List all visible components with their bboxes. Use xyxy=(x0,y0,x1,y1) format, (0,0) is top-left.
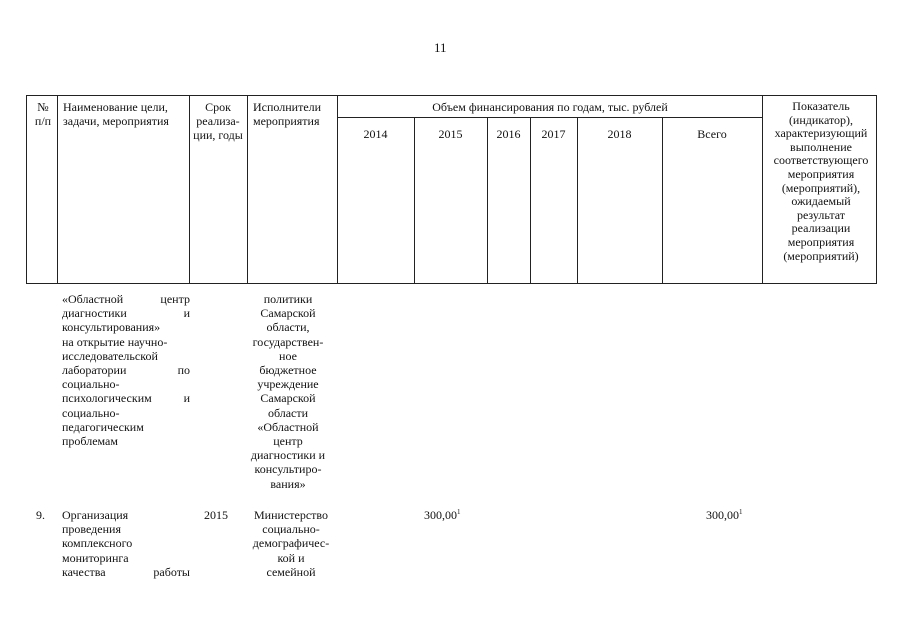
line: учреждение xyxy=(257,377,319,392)
header-year-2014: 2014 xyxy=(363,127,388,141)
footnote-mark: 1 xyxy=(457,508,461,516)
line: Самарской xyxy=(260,391,316,406)
line: качества работы xyxy=(62,564,190,579)
line: семейной xyxy=(266,564,316,579)
line: на открытие научно- xyxy=(62,334,168,349)
row9-num: 9. xyxy=(36,508,45,522)
line: исследовательской xyxy=(62,348,158,363)
line: бюджетное xyxy=(259,363,317,378)
row9-term: 2015 xyxy=(204,508,228,522)
line: социально- xyxy=(262,522,320,537)
amount-value: 300,00 xyxy=(424,508,457,522)
table-header xyxy=(26,95,877,284)
line: демографичес- xyxy=(252,536,330,551)
line: лаборатории по xyxy=(62,363,190,378)
header-indicator: Показатель (индикатор), характеризующий выполнение соответствующего мероприятия (мероприятий), ожидаемый результат реализации мероприятия (мероприятий) xyxy=(773,99,869,263)
line: Министерство xyxy=(254,508,328,522)
line: «Областной xyxy=(257,419,319,434)
line: консультирования» xyxy=(62,320,161,335)
line: социально- xyxy=(62,405,120,420)
header-funding: Объем финансирования по годам, тыс. рублей xyxy=(432,100,668,114)
line: государствен- xyxy=(252,334,324,349)
header-year-2016: 2016 xyxy=(496,127,521,141)
header-executors: Исполнители мероприятия xyxy=(253,100,322,128)
line: социально- xyxy=(62,377,120,392)
line: центр xyxy=(273,434,303,449)
header-year-2015: 2015 xyxy=(438,127,463,141)
row9-executor xyxy=(246,508,336,579)
page-number: 11 xyxy=(434,40,447,55)
header-num: № п/п xyxy=(34,100,52,128)
line: ное xyxy=(279,348,297,363)
line: консультиро- xyxy=(254,462,322,477)
line: Самарской xyxy=(260,306,316,321)
header-year-total: Всего xyxy=(697,127,727,141)
line: области, xyxy=(266,320,310,335)
row9-amount-total xyxy=(706,508,743,522)
header-term: Срок реализа-ции, годы xyxy=(193,100,243,142)
line: диагностики и xyxy=(250,448,326,463)
line: проведения xyxy=(62,522,121,537)
line: диагностики и xyxy=(62,306,190,321)
line: «Областной центр xyxy=(62,292,190,306)
header-year-2018: 2018 xyxy=(607,127,632,141)
row9-amount-2015 xyxy=(424,508,461,522)
continued-row-executor xyxy=(242,292,334,491)
line: области xyxy=(267,405,309,420)
line: Организация xyxy=(62,508,129,522)
line: педагогическим xyxy=(62,419,144,434)
continued-row-name xyxy=(62,292,190,448)
line: проблемам xyxy=(62,434,118,449)
line: политики xyxy=(263,292,313,306)
header-name: Наименование цели, задачи, мероприятия xyxy=(63,100,169,128)
line: кой и xyxy=(277,550,305,565)
footnote-mark: 1 xyxy=(739,508,743,516)
line: мониторинга xyxy=(62,550,129,565)
row9-name xyxy=(62,508,190,579)
line: психологическим и xyxy=(62,391,190,406)
header-year-2017: 2017 xyxy=(541,127,566,141)
line: вания» xyxy=(270,476,306,491)
amount-value: 300,00 xyxy=(706,508,739,522)
line: комплексного xyxy=(62,536,133,551)
